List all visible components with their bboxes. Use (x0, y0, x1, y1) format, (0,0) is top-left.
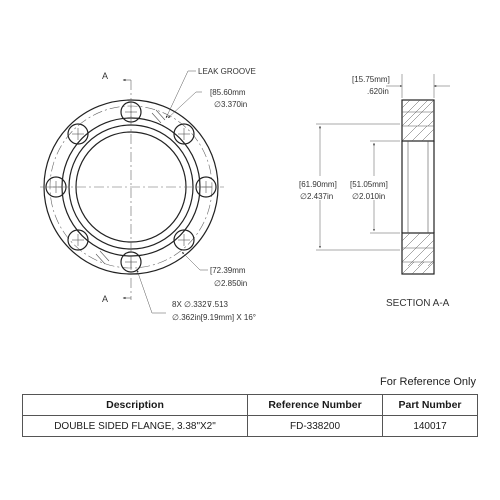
bore-outer-mm: [61.90mm] (299, 180, 337, 189)
thickness-in: .620in (367, 87, 389, 96)
header-reference-number: Reference Number (248, 395, 383, 416)
cell-description: DOUBLE SIDED FLANGE, 3.38"X2" (23, 416, 248, 437)
section-view (299, 74, 450, 309)
bolt-circle-mm: [85.60mm (210, 88, 246, 97)
bore-inner-in: ∅2.010in (352, 192, 386, 201)
table-row (23, 416, 478, 437)
cell-part-number: 140017 (383, 416, 478, 437)
hatch-upper (402, 100, 434, 141)
thickness-mm: [15.75mm] (352, 75, 390, 84)
hole-callout-line1: 8X ∅.332⊽.513 (172, 300, 228, 309)
section-title: SECTION A-A (386, 298, 450, 309)
groove-dia-in: ∅2.850in (214, 279, 248, 288)
hole-callout-line2: ∅.362in[9.19mm] X 16° (172, 313, 256, 322)
table-header-row (23, 395, 478, 416)
bore-inner-mm: [51.05mm] (350, 180, 388, 189)
header-part-number: Part Number (383, 395, 478, 416)
cell-reference-number: FD-338200 (248, 416, 383, 437)
reference-table (22, 394, 478, 437)
header-description: Description (23, 395, 248, 416)
section-marker-bottom: A (102, 294, 109, 304)
front-view (40, 67, 256, 322)
reference-note: For Reference Only (380, 376, 476, 388)
section-marker-top: A (102, 71, 109, 81)
bolt-circle-in: ∅3.370in (214, 100, 248, 109)
leak-groove-label: LEAK GROOVE (198, 67, 256, 76)
groove-dia-mm: [72.39mm (210, 266, 246, 275)
hatch-lower (402, 233, 434, 274)
bore-outer-in: ∅2.437in (300, 192, 334, 201)
